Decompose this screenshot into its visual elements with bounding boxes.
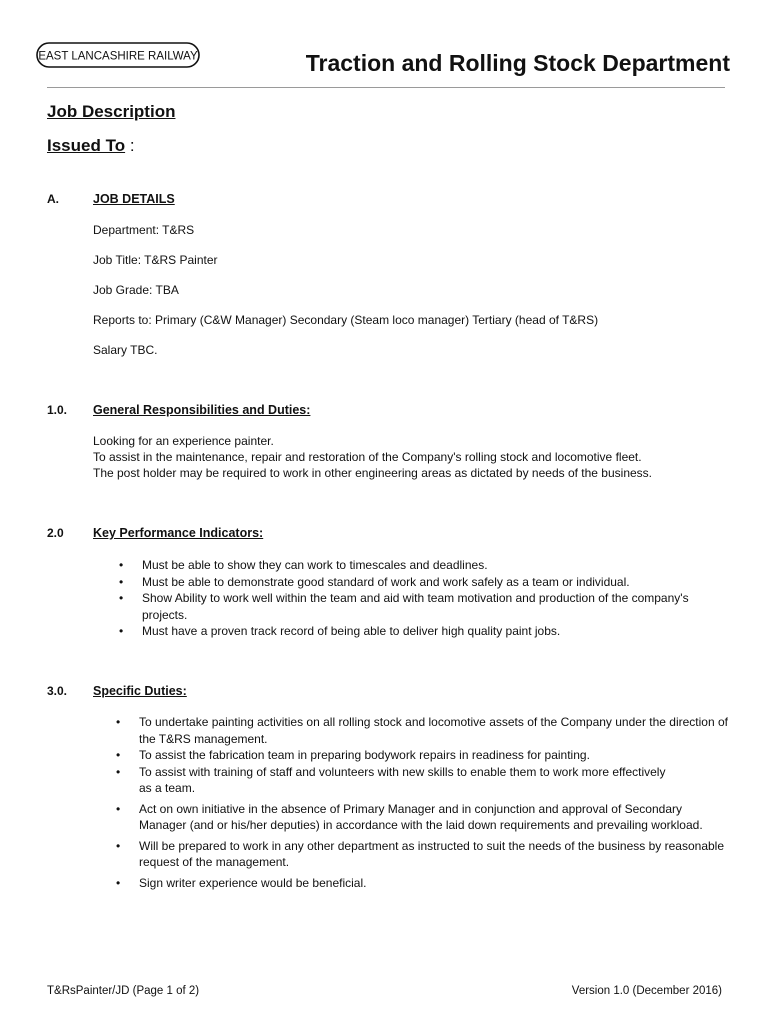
list-item [116, 747, 729, 764]
list-item [116, 801, 709, 834]
footer-left: T&RsPainter/JD (Page 1 of 2) [47, 985, 200, 997]
list-item [116, 714, 729, 747]
bullet: • [119, 624, 124, 638]
duty-text: Act on own initiative in the absence of Primary Manager and in conjunction and approval of Secondary Manager (and or his/her deputies) in accordance with the laid down requirements and prevailing workload. [139, 801, 703, 832]
issued-to-label: Issued To [47, 136, 126, 155]
bullet: • [116, 764, 121, 779]
bullet: • [116, 715, 121, 729]
kpi-text: Must be able to demonstrate good standard of work and work safely as a team or individual. [142, 574, 630, 589]
duty-text: To undertake painting activities on all rolling stock and locomotive assets of the Company under the direction of the T&RS management. [139, 715, 728, 746]
issued-to [47, 136, 135, 156]
footer-right: Version 1.0 (December 2016) [571, 985, 722, 997]
bullet: • [116, 801, 121, 816]
duties-list [116, 714, 729, 891]
kpi-text: Must have a proven track record of being able to deliver high quality paint jobs. [142, 624, 561, 638]
railway-logo-graphic [36, 42, 200, 68]
section-a-heading: JOB DETAILS [93, 192, 175, 206]
section-1-line: Looking for an experience painter. [93, 434, 274, 448]
list-item [116, 838, 729, 871]
bullet: • [119, 558, 124, 572]
section-1-number: 1.0. [47, 403, 68, 417]
duty-text: Will be prepared to work in any other department as instructed to suit the needs of the business by reasonable request of the management. [139, 838, 724, 869]
job-description-heading: Job Description [47, 102, 176, 121]
bullet: • [116, 875, 121, 890]
duty-text: To assist with training of staff and volunteers with new skills to enable them to work more effectively as a team. [139, 764, 666, 795]
list-item [119, 557, 712, 574]
section-3-number: 3.0. [47, 684, 68, 698]
detail-reports-to: Reports to: Primary (C&W Manager) Secondary (Steam loco manager) Tertiary (head of T&RS) [93, 313, 599, 327]
section-1-heading: General Responsibilities and Duties: [93, 403, 311, 417]
section-2-number: 2.0 [47, 526, 64, 540]
section-3-heading: Specific Duties: [93, 684, 187, 698]
duty-text: Sign writer experience would be beneficial. [139, 875, 367, 890]
list-item [119, 623, 712, 640]
bullet: • [116, 838, 121, 853]
kpi-list [119, 557, 712, 640]
issued-to-suffix: : [125, 136, 135, 155]
detail-job-title: Job Title: T&RS Painter [93, 253, 218, 267]
list-item [116, 764, 679, 797]
duty-text: To assist the fabrication team in preparing bodywork repairs in readiness for painting. [139, 748, 590, 762]
logo-text: EAST LANCASHIRE RAILWAY [38, 50, 198, 63]
logo [36, 42, 200, 68]
section-1-line: To assist in the maintenance, repair and restoration of the Company's rolling stock and locomotive fleet. [93, 450, 642, 464]
section-1-line: The post holder may be required to work in other engineering areas as dictated by needs of the business. [93, 466, 653, 480]
list-item [116, 875, 729, 892]
kpi-text: Show Ability to work well within the team and aid with team motivation and production of the company's projects. [142, 591, 689, 622]
bullet: • [116, 748, 121, 762]
page-title: Traction and Rolling Stock Department [305, 50, 730, 76]
list-item [119, 574, 712, 591]
detail-department: Department: T&RS [93, 223, 195, 237]
list-item [119, 590, 702, 623]
section-2-heading: Key Performance Indicators: [93, 526, 264, 540]
bullet: • [119, 574, 124, 589]
kpi-text: Must be able to show they can work to timescales and deadlines. [142, 558, 488, 572]
header-divider [47, 87, 725, 88]
bullet: • [119, 591, 124, 605]
section-a-number: A. [47, 192, 59, 206]
detail-job-grade: Job Grade: TBA [93, 283, 179, 297]
detail-salary: Salary TBC. [93, 343, 158, 357]
